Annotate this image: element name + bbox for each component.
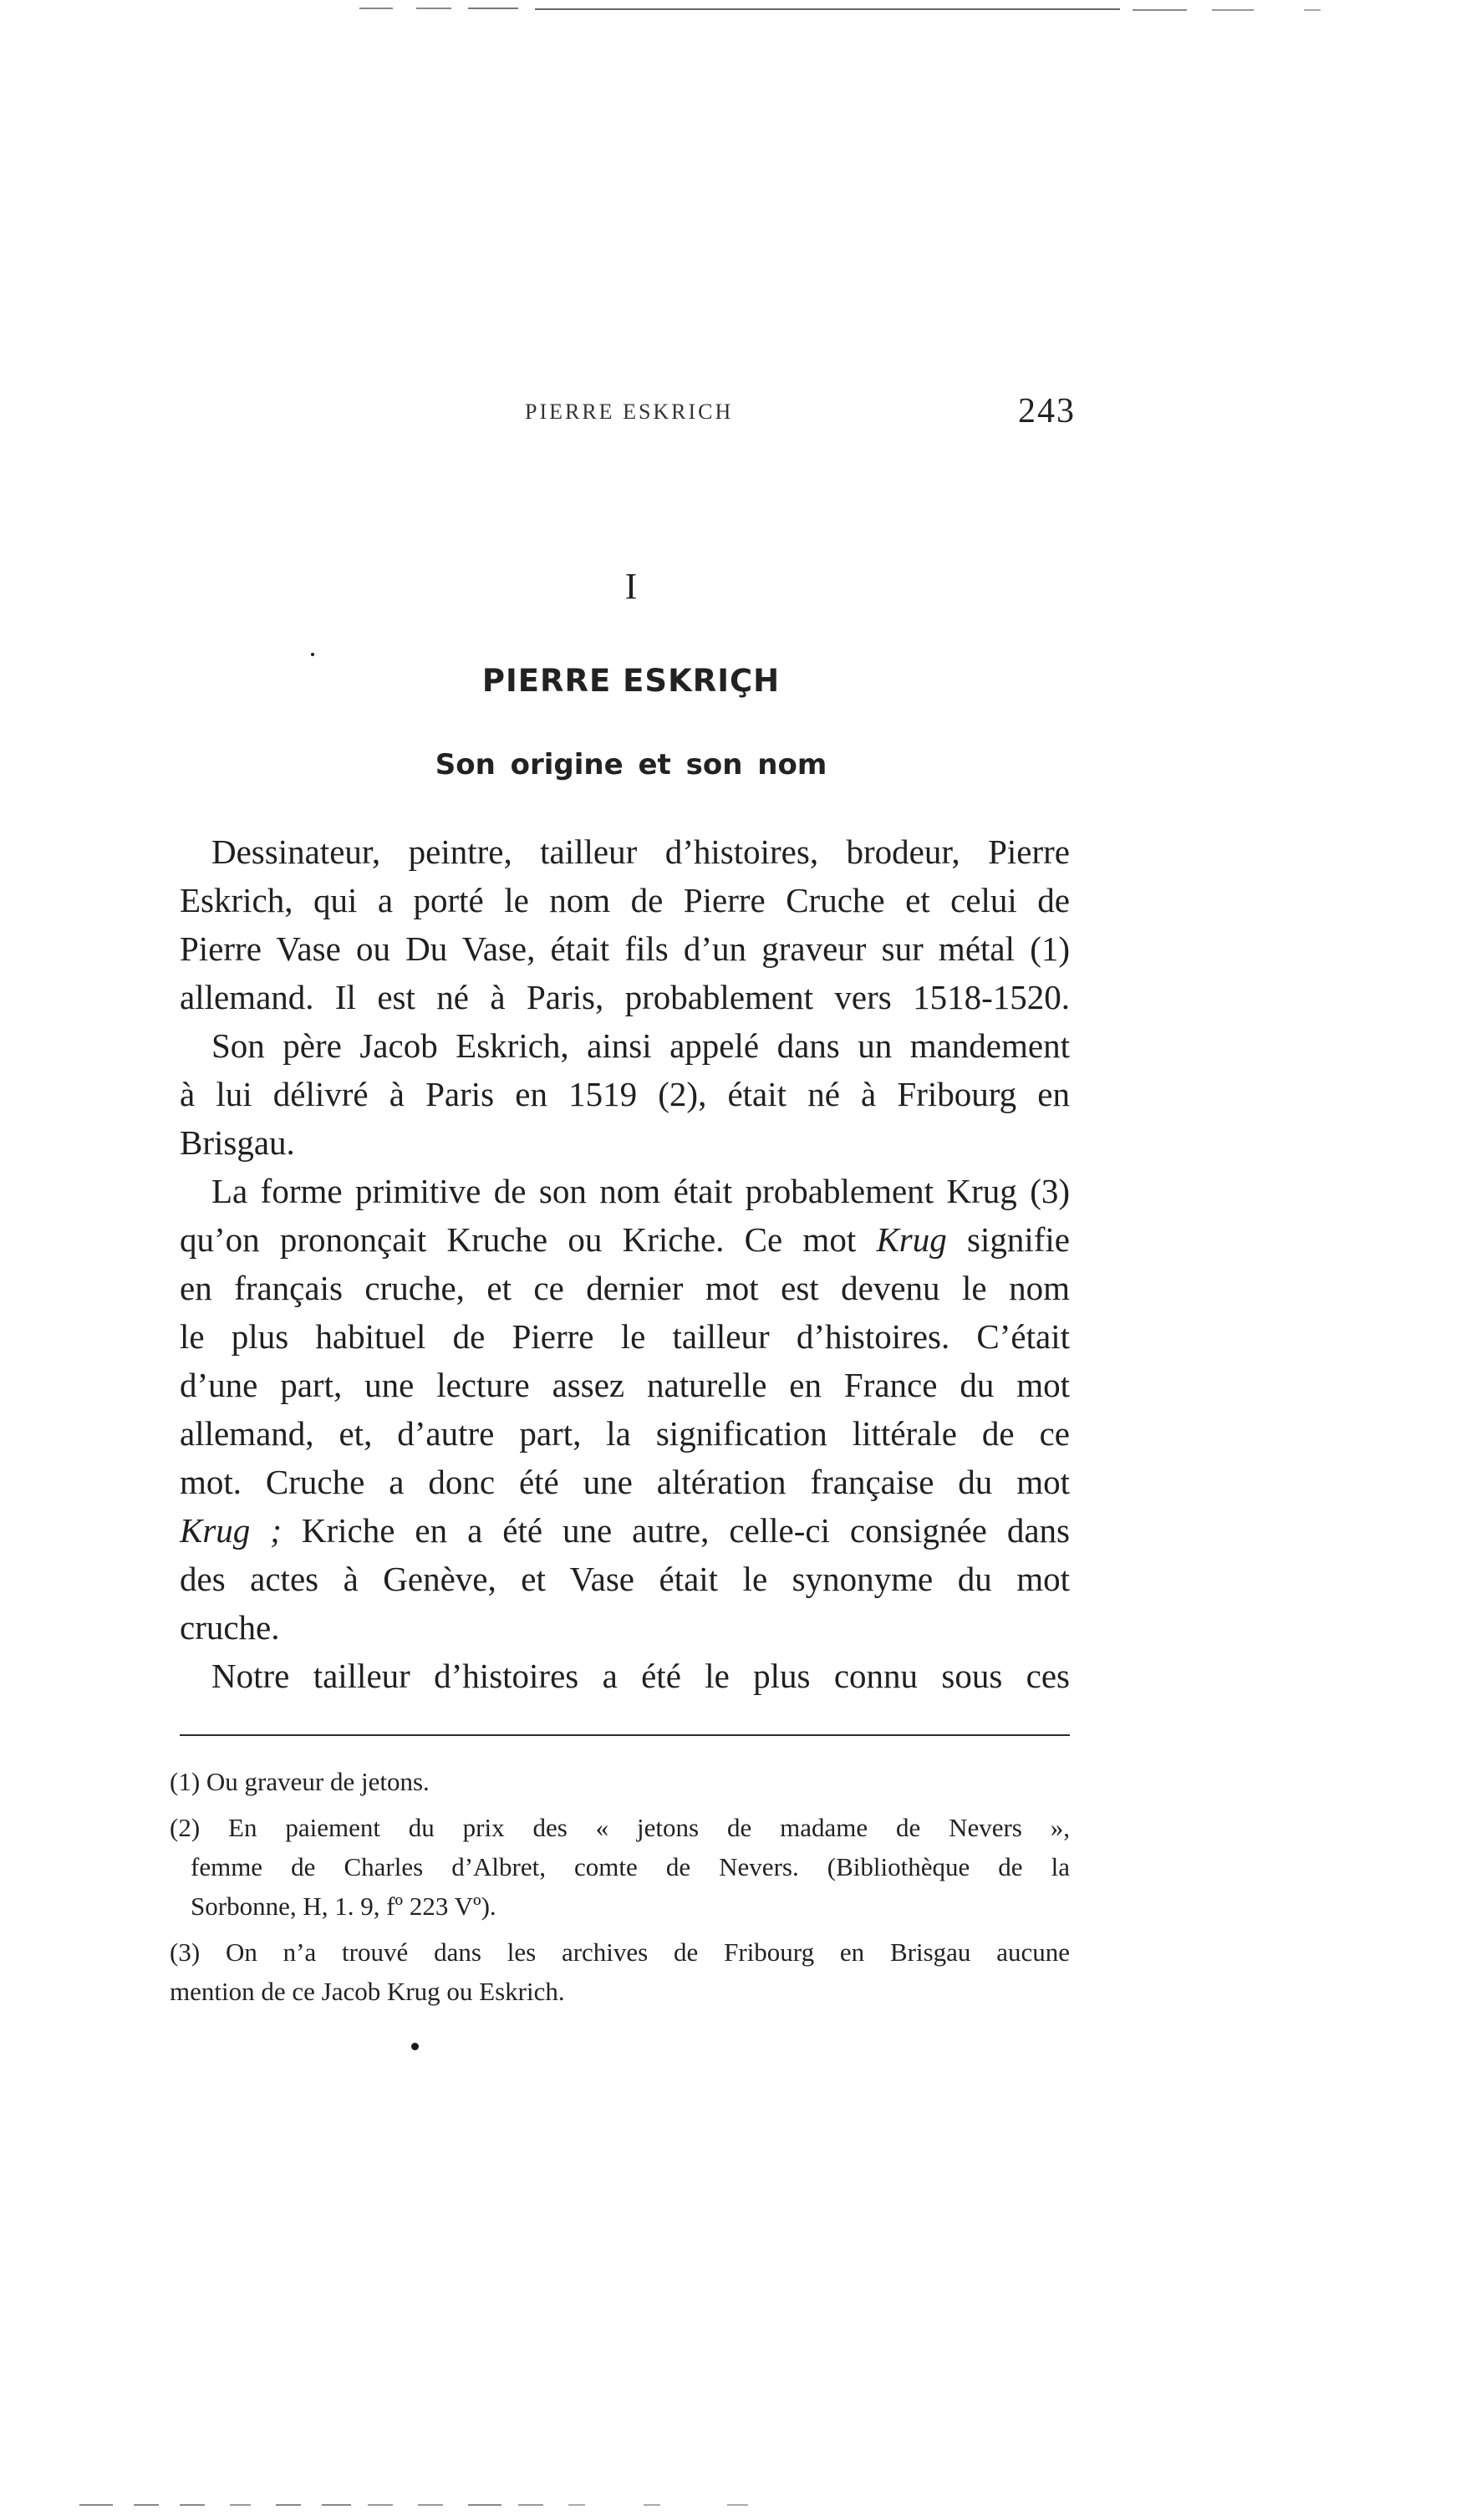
running-header [0,391,1461,441]
footnote-line: (3) On n’a trouvé dans les archives de Fribourg en Brisgau aucune [170,1937,1070,1967]
chapter-title: PIERRE ESKRIÇH [481,663,781,699]
body-line [180,1215,1070,1264]
body-line-text: qu’on prononçait Kruche ou Kriche. Ce mot [180,1220,877,1259]
footnote-line: Sorbonne, H, 1. 9, fº 223 Vº). [191,1891,496,1921]
body-line: Eskrich, qui a porté le nom de Pierre Cruche et celui de [180,881,1070,919]
page-number: 243 [1018,392,1076,430]
body-line [180,1506,1070,1555]
footnote-line: (1) Ou graveur de jetons. [170,1767,430,1796]
body-line-text: signifie [946,1220,1070,1259]
body-line: Brisgau. [180,1123,295,1162]
footnote-line: (2) En paiement du prix des « jetons de madame de Nevers », [170,1813,1070,1842]
body-line: La forme primitive de son nom était probablement Krug (3) [211,1172,1070,1210]
body-line: à lui délivré à Paris en 1519 (2), était né à Fribourg en [180,1075,1070,1113]
italic-term: Krug ; [180,1511,282,1550]
body-line: allemand. Il est né à Paris, probablement vers 1518-1520. [180,978,1070,1016]
body-line: Notre tailleur d’histoires a été le plus connu sous ces [211,1657,1070,1695]
ink-speck [311,653,314,656]
body-line: en français cruche, et ce dernier mot est devenu le nom [180,1269,1070,1307]
footnote-line: femme de Charles d’Albret, comte de Nevers. (Bibliothèque de la [191,1852,1070,1881]
running-title: PIERRE ESKRICH [525,400,734,424]
ink-speck [411,2043,419,2050]
footnote-line: mention de ce Jacob Krug ou Eskrich. [170,1977,565,2006]
body-line: d’une part, une lecture assez naturelle en France du mot [180,1366,1070,1404]
body-text [180,827,1070,1700]
footnote-divider [180,1734,1070,1736]
body-line: cruche. [180,1608,280,1647]
footnotes [170,1762,1070,2011]
body-line: mot. Cruche a donc été une altération française du mot [180,1463,1070,1501]
body-line: Son père Jacob Eskrich, ainsi appelé dans un mandement [211,1026,1070,1065]
body-line-text: Kriche en a été une autre, celle-ci consignée dans [281,1511,1070,1550]
section-title: Son origine et son nom [435,748,827,781]
italic-term: Krug [876,1220,947,1259]
body-line: des actes à Genève, et Vase était le synonyme du mot [180,1560,1070,1598]
body-line: le plus habituel de Pierre le tailleur d’histoires. C’était [180,1317,1070,1356]
scan-edge-bottom [0,2495,1461,2515]
scan-edge-top [0,0,1461,20]
body-line: Dessinateur, peintre, tailleur d’histoires, brodeur, Pierre [211,832,1070,871]
body-line: Pierre Vase ou Du Vase, était fils d’un graveur sur métal (1) [180,929,1070,968]
body-line: allemand, et, d’autre part, la signification littérale de ce [180,1414,1070,1453]
chapter-numeral: I [624,566,638,607]
